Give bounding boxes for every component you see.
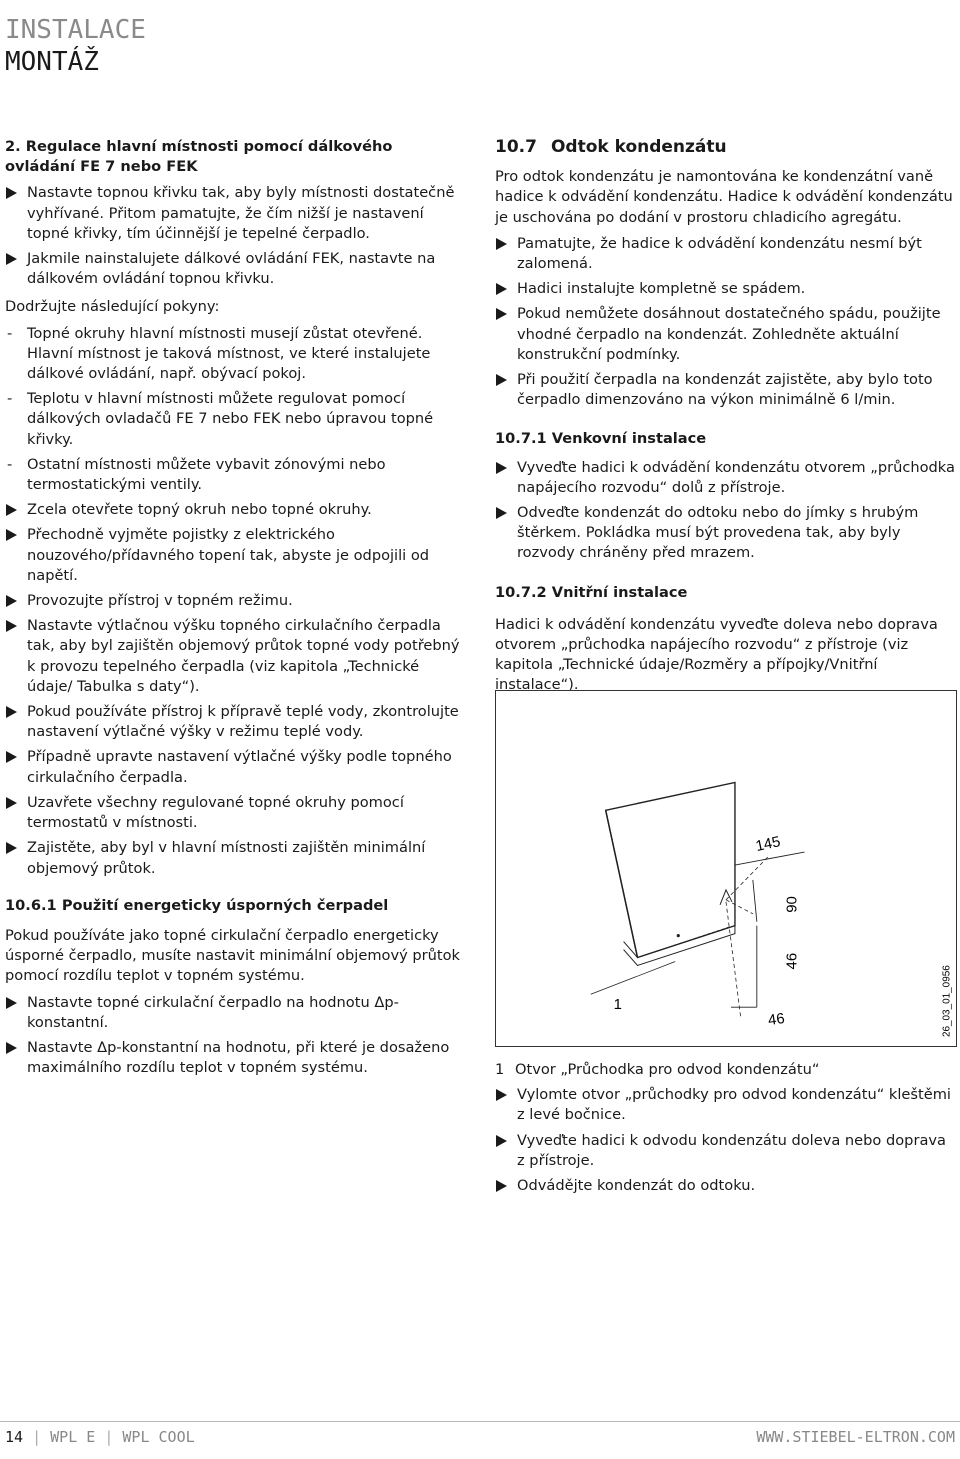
page-footer: [0, 1428, 960, 1452]
legend-item: [495, 1060, 958, 1080]
list-item: Nastavte výtlačnou výšku topného cirkulačního čerpadla tak, aby byl zajištěn objemový průtok topné vody potřebný k provozu tepelného čerpadla (viz kapitola „Technické údaje/ Tabulka s daty“).: [5, 616, 467, 697]
list-item: Vyveďte hadici k odvodu kondenzátu doleva nebo doprava z přístroje.: [495, 1131, 958, 1171]
footer-left: [5, 1428, 195, 1446]
page-number: 14: [5, 1428, 24, 1446]
dash-item: - Topné okruhy hlavní místnosti musejí zůstat otevřené. Hlavní místnost je taková místnost, ve které instalujete dálkové ovládání, např. obývací pokoj.: [7, 324, 431, 383]
model-name: WPL E: [50, 1428, 96, 1446]
right-column: [495, 137, 958, 702]
list-item: Nastavte topnou křivku tak, aby byly místnosti dostatečně vyhřívané. Přitom pamatujte, že čím nižší je nastavení topné křivky, tím účinnější je tepelné čerpadlo.: [5, 183, 467, 244]
list-item: Přechodně vyjměte pojistky z elektrického nouzového/přídavného topení tak, abyste je odpojili od napětí.: [5, 525, 467, 586]
section-number: 10.7: [495, 137, 537, 157]
callout-leader: [591, 961, 676, 994]
section-107-heading: [495, 137, 958, 157]
list-item: Případně upravte nastavení výtlačné výšky podle topného cirkulačního čerpadla.: [5, 747, 467, 787]
left-column: [5, 137, 467, 1083]
list-item: Hadici instalujte kompletně se spádem.: [495, 279, 958, 299]
list-item: Zajistěte, aby byl v hlavní místnosti zajištěn minimální objemový průtok.: [5, 838, 467, 878]
dash-item: - Teplotu v hlavní místnosti můžete regulovat pomocí dálkových ovladačů FE 7 nebo FEK nebo úpravou topné křivky.: [7, 390, 434, 448]
dash-item: - Ostatní místnosti můžete vybavit zónovými nebo termostatickými ventily.: [7, 455, 386, 494]
footer-separator: |: [104, 1428, 114, 1446]
dimension-label-46-horizontal: 46: [767, 1010, 786, 1030]
list-item: Vyveďte hadici k odvádění kondenzátu otvorem „průchodka napájecího rozvodu“ dolů z přístroje.: [495, 458, 958, 498]
section-number: 10.6.1: [5, 896, 57, 914]
dimension-line-90: [753, 880, 757, 922]
panel-screw: [677, 934, 680, 937]
footer-url[interactable]: WWW.STIEBEL-ELTRON.COM: [756, 1428, 955, 1446]
list-item: Uzavřete všechny regulované topné okruhy pomocí termostatů v místnosti.: [5, 793, 467, 833]
dash-item-text: Topné okruhy hlavní místnosti musejí zůstat otevřené. Hlavní místnost je taková místnost, ve které instalujete dálkové ovládání, např. obývací pokoj.: [27, 324, 431, 383]
list-item: Provozujte přístroj v topném režimu.: [5, 591, 467, 611]
instructions-label: Dodržujte následující pokyny:: [5, 298, 220, 316]
section-107-paragraph: Pro odtok kondenzátu je namontována ke kondenzátní vaně hadice k odvádění kondenzátu. Hadice k odvádění kondenzátu je uschována po dodání v prostoru chladicího agregátu.: [495, 168, 953, 226]
section-2-title: 2. Regulace hlavní místnosti pomocí dálkového ovládání FE 7 nebo FEK: [5, 138, 393, 176]
list-item: Pokud používáte přístroj k přípravě teplé vody, zkontrolujte nastavení výtlačné výšky v režimu teplé vody.: [5, 702, 467, 742]
section-title: Použití energeticky úsporných čerpadel: [61, 896, 389, 914]
list-item: Při použití čerpadla na kondenzát zajistěte, aby bylo toto čerpadlo dimenzováno na výkon minimálně 6 l/min.: [495, 370, 958, 410]
footer-divider: [0, 1421, 960, 1422]
callout-number: 1: [613, 997, 622, 1014]
figure-drawing: [496, 691, 956, 1046]
section-title: Odtok kondenzátu: [550, 137, 727, 157]
section-1072-paragraph: Hadici k odvádění kondenzátu vyveďte doleva nebo doprava otvorem „průchodka napájecího rozvodu“ z přístroje (viz kapitola „Technické údaje/Rozměry a přípojky/Vnitřní instalace“).: [495, 615, 938, 694]
list-item: Jakmile nainstalujete dálkové ovládání FEK, nastavte na dálkovém ovládání topnou křivku.: [5, 249, 467, 289]
legend-number: 1: [495, 1061, 505, 1078]
model-name: WPL COOL: [122, 1428, 195, 1446]
section-1061-heading: [5, 896, 467, 916]
list-item: Zcela otevřete topný okruh nebo topné okruhy.: [5, 500, 467, 520]
header-category: INSTALACE: [5, 15, 146, 45]
section-1072-heading: 10.7.2 Vnitřní instalace: [495, 583, 688, 601]
figure-code: 26_03_01_0956: [941, 965, 953, 1038]
list-item: Nastavte Δp-konstantní na hodnotu, při které je dosaženo maximálního rozdílu teplot v topném systému.: [5, 1038, 467, 1078]
list-item: Pamatujte, že hadice k odvádění kondenzátu nesmí být zalomená.: [495, 234, 958, 274]
list-item: Pokud nemůžete dosáhnout dostatečného spádu, použijte vhodné čerpadlo na kondenzát. Zohledněte aktuální konstrukční podmínky.: [495, 304, 958, 365]
condensate-outlet-figure: [495, 690, 957, 1047]
section-1071-heading: 10.7.1 Venkovní instalace: [495, 430, 707, 448]
list-item: Vylomte otvor „průchodky pro odvod kondenzátu“ kleštěmi z levé bočnice.: [495, 1085, 958, 1125]
list-item: Odveďte kondenzát do odtoku nebo do jímky s hrubým štěrkem. Pokládka musí být provedena tak, aby byly rozvody chráněny před mrazem.: [495, 503, 958, 564]
dimension-label-145: 145: [754, 834, 782, 856]
header-title: MONTÁŽ: [5, 47, 99, 77]
dimension-label-46-vertical: 46: [784, 952, 801, 970]
dash-item-text: Teplotu v hlavní místnosti můžete regulovat pomocí dálkových ovladačů FE 7 nebo FEK nebo úpravou topné křivky.: [27, 390, 434, 448]
dimension-label-90: 90: [784, 896, 801, 913]
section-1061-paragraph: Pokud používáte jako topné cirkulační čerpadlo energeticky úsporné čerpadlo, musíte nastavit minimální objemový průtok pomocí rozdílu teplot v topném systému.: [5, 926, 460, 985]
side-panel-shape: [606, 782, 735, 957]
dimension-line-145: [735, 852, 805, 865]
footer-separator: |: [32, 1428, 42, 1446]
figure-legend: [495, 1060, 958, 1201]
list-item: Odvádějte kondenzát do odtoku.: [495, 1176, 958, 1196]
legend-text: Otvor „Průchodka pro odvod kondenzátu“: [515, 1061, 820, 1078]
dash-item-text: Ostatní místnosti můžete vybavit zónovými nebo termostatickými ventily.: [27, 455, 386, 494]
list-item: Nastavte topné cirkulační čerpadlo na hodnotu Δp-konstantní.: [5, 993, 467, 1033]
page-header: [5, 14, 146, 78]
